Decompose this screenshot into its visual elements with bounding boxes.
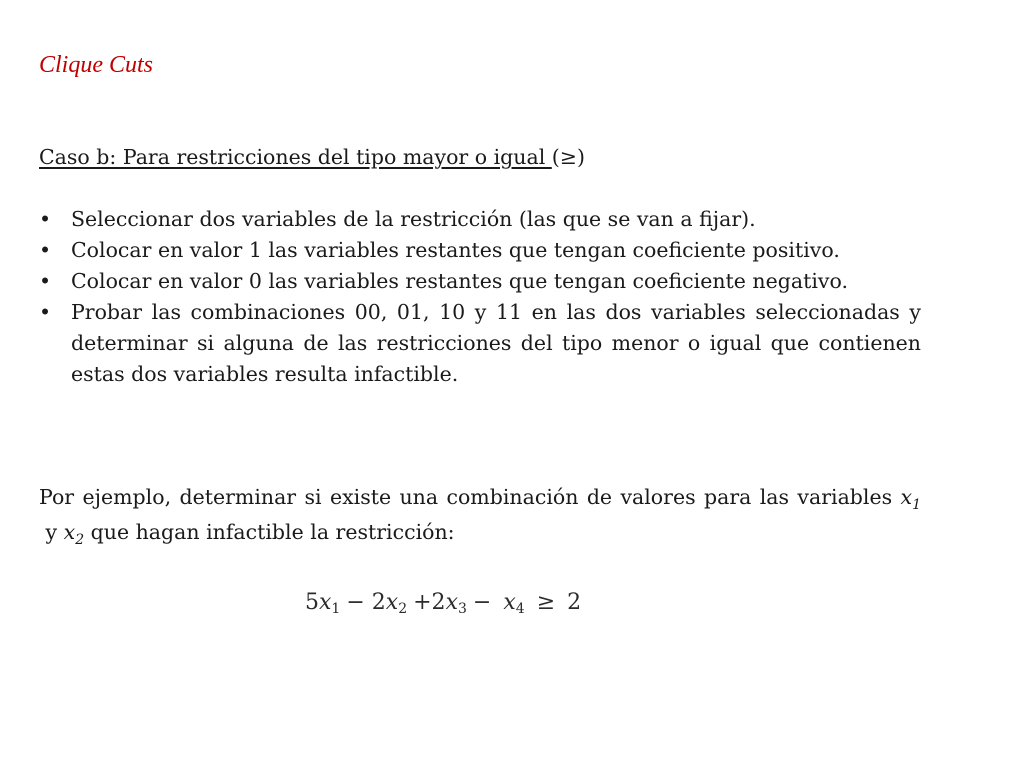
paragraph-conjunction: y (39, 520, 64, 544)
steps-list (39, 204, 921, 390)
list-item-text: Probar las combinaciones 00, 01, 10 y 11 en las dos variables seleccionadas y determinar si alguna de las restricciones del tipo menor o igual que contienen estas dos variables resulta infactible. (71, 300, 921, 386)
variable-x2-letter: x (63, 520, 76, 544)
equation-sub-1: 1 (331, 601, 341, 617)
equation-var-1: x (319, 590, 332, 615)
case-heading (39, 145, 585, 169)
equation-op-1: − 2 (346, 590, 386, 615)
equation-relation: ≥ (536, 590, 556, 615)
equation-op-3: − (472, 590, 492, 615)
list-item (39, 266, 921, 297)
equation-var-3: x (445, 590, 458, 615)
list-item-text: Colocar en valor 1 las variables restantes que tengan coeficiente positivo. (71, 238, 840, 262)
variable-x2 (63, 520, 85, 548)
list-item (39, 235, 921, 266)
equation-op-2: +2 (413, 590, 446, 615)
example-paragraph (39, 480, 921, 550)
equation-coef-1: 5 (305, 590, 319, 615)
equation-var-4: x (503, 590, 516, 615)
list-item (39, 297, 921, 390)
case-heading-symbol: (≥) (551, 145, 585, 169)
variable-x2-subscript: 2 (75, 532, 85, 548)
paragraph-text-after: que hagan infactible la restricción: (84, 520, 455, 544)
equation-sub-4: 4 (515, 601, 525, 617)
variable-x1-subscript: 1 (912, 497, 921, 513)
list-item-text: Colocar en valor 0 las variables restantes que tengan coeficiente negativo. (71, 269, 848, 293)
variable-x1 (900, 485, 921, 513)
slide-title: Clique Cuts (39, 52, 154, 78)
constraint-equation (305, 590, 581, 615)
list-item-text: Seleccionar dos variables de la restricción (las que se van a fijar). (71, 207, 756, 231)
variable-x1-letter: x (900, 485, 913, 509)
list-item (39, 204, 921, 235)
equation-rhs: 2 (567, 590, 582, 615)
equation-var-2: x (385, 590, 399, 615)
bullet-icon: • (39, 269, 52, 293)
bullet-icon: • (39, 207, 52, 231)
equation-sub-2: 2 (398, 601, 408, 617)
case-heading-underlined: Caso b: Para restricciones del tipo mayor o igual (39, 145, 552, 169)
paragraph-text-before: Por ejemplo, determinar si existe una combinación de valores para las variables (39, 485, 901, 509)
equation-sub-3: 3 (457, 601, 467, 617)
bullet-icon: • (39, 300, 52, 324)
bullet-icon: • (39, 238, 52, 262)
